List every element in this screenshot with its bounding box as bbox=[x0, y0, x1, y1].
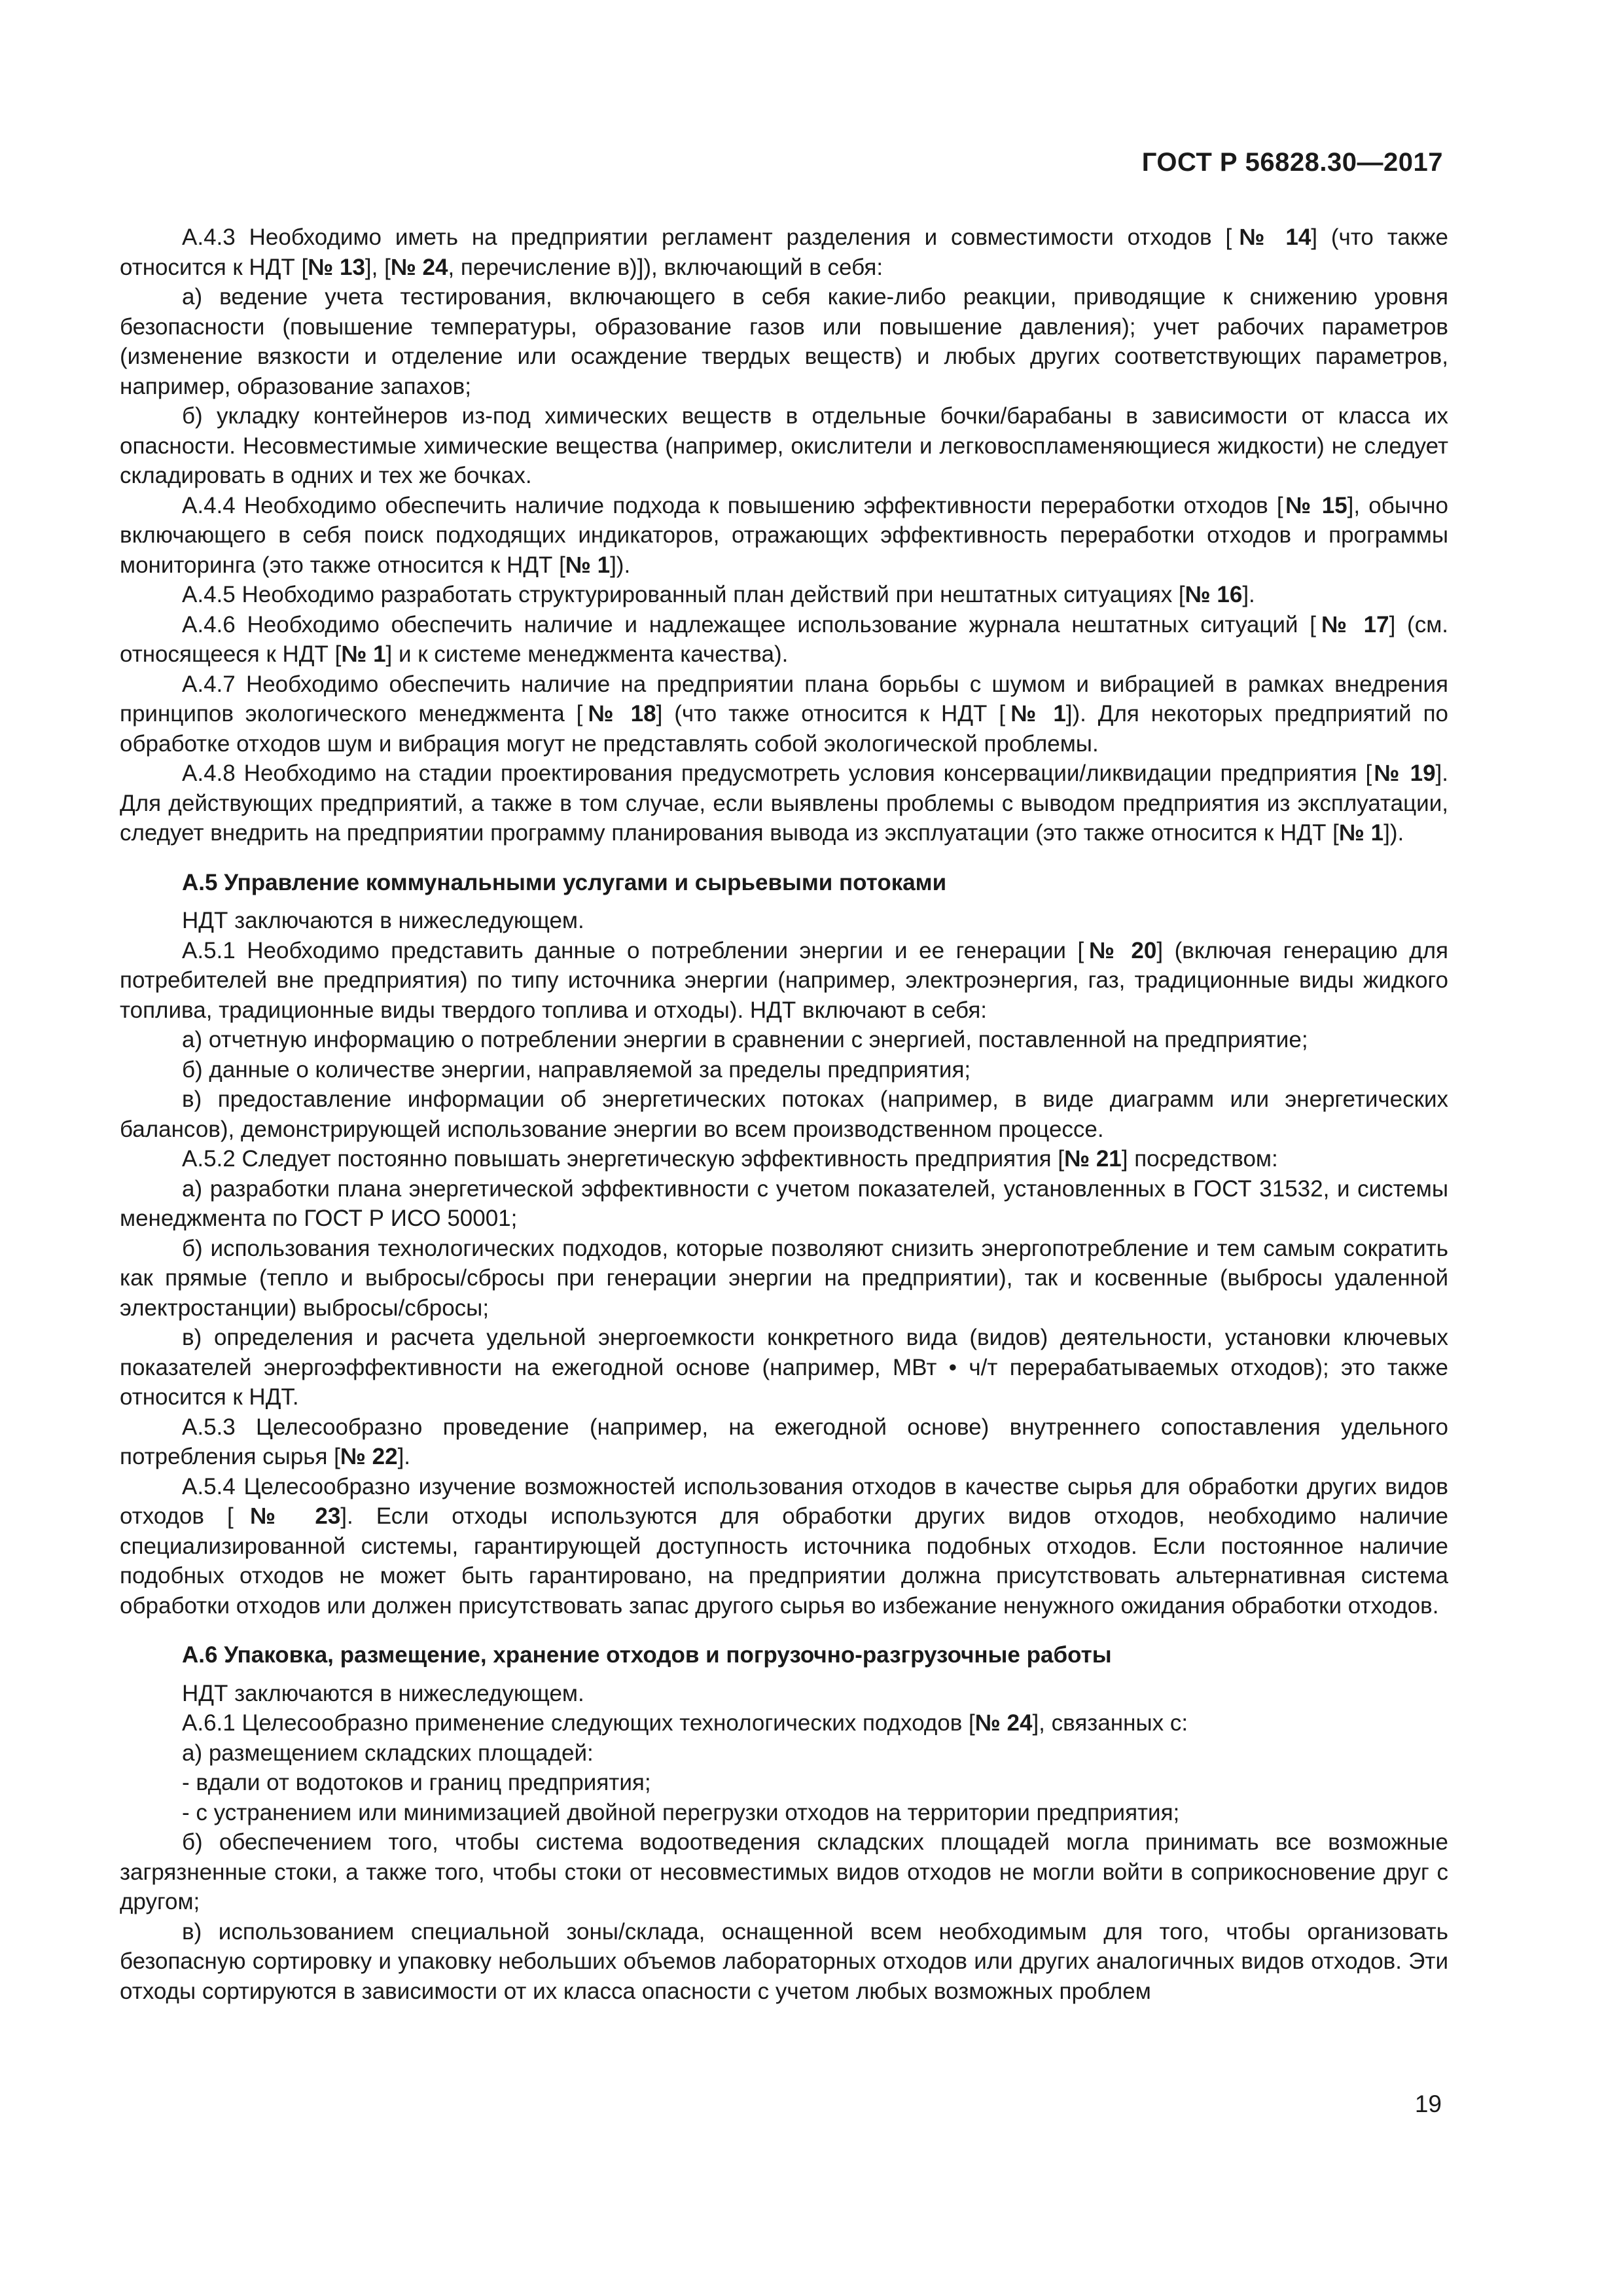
paragraph-text: ]. Если отходы используются для обработки других видов отходов, необходимо наличие специализированной системы, гарантирующей доступность источника подобных отходов. Если постоянное наличие подобных отходов не может быть гарантировано, на предприятии должна присутствовать альтернативная система обработки отходов или должен присутствовать запас другого сырья во избежание ненужного ожидания обработки отходов. bbox=[120, 1503, 1448, 1619]
reference-number: № 14 bbox=[1232, 224, 1311, 250]
paragraph-text: а) отчетную информацию о потреблении энергии в сравнении с энергией, поставленной на предприятие; bbox=[182, 1027, 1308, 1052]
reference-number: № 24 bbox=[974, 1710, 1033, 1736]
paragraph-text: ] (включая генерацию для потребителей вне предприятия) по типу источника энергии (например, электроэнергия, газ, традиционные виды жидкого топлива, традиционные виды твердого топлива и отходы). НДТ включают в себя: bbox=[120, 937, 1448, 1023]
paragraph bbox=[120, 1768, 1448, 1798]
paragraph bbox=[120, 1144, 1448, 1174]
page-number: 19 bbox=[1414, 2090, 1442, 2117]
reference-number: № 19 bbox=[1372, 761, 1436, 786]
paragraph-text: ]. bbox=[1242, 582, 1255, 607]
paragraph bbox=[120, 1798, 1448, 1828]
reference-number: № 1 bbox=[1005, 701, 1066, 726]
document-body bbox=[120, 223, 1448, 2006]
paragraph bbox=[120, 580, 1448, 610]
paragraph bbox=[120, 906, 1448, 936]
paragraph-text: ], обычно включающего в себя поиск подходящих индикаторов, отражающих эффективность переработки отходов и программы мониторинга (это также относится к НДТ [ bbox=[120, 492, 1449, 578]
paragraph-text: б) укладку контейнеров из-под химических веществ в отдельные бочки/барабаны в зависимости от класса их опасности. Несовместимые химические вещества (например, окислители и легковоспламеняющиеся жидкости) не следует складировать в одних и тех же бочках. bbox=[120, 403, 1448, 488]
paragraph-text: ] (см. относящееся к НДТ [ bbox=[120, 611, 1448, 667]
paragraph bbox=[120, 282, 1448, 401]
paragraph bbox=[120, 670, 1448, 759]
paragraph bbox=[120, 223, 1448, 282]
paragraph-text: ], связанных с: bbox=[1032, 1710, 1188, 1736]
paragraph-text: а) ведение учета тестирования, включающего в себя какие-либо реакции, приводящие к снижению уровня безопасности (повышение температуры, образование газов или повышение давления); учет рабочих параметров (изменение вязкости и отделение или осаждение твердых веществ) и любых других соответствующих параметров, например, образование запахов; bbox=[120, 284, 1448, 399]
paragraph bbox=[120, 759, 1448, 848]
paragraph-text: А.5.2 Следует постоянно повышать энергетическую эффективность предприятия [ bbox=[182, 1146, 1065, 1172]
reference-number: № 15 bbox=[1283, 492, 1347, 518]
paragraph-text: А.6 Упаковка, размещение, хранение отходов и погрузочно-разгрузочные работы bbox=[182, 1642, 1112, 1668]
paragraph-text: ], [ bbox=[365, 254, 391, 280]
paragraph-text: б) использования технологических подходов, которые позволяют снизить энергопотребление и тем самым сократить как прямые (тепло и выбросы/сбросы при генерации энергии на предприятии), так и косвенные (выбросы удаленной электростанции) выбросы/сбросы; bbox=[120, 1235, 1448, 1321]
paragraph-text: - с устранением или минимизацией двойной перегрузки отходов на территории предприятия; bbox=[182, 1799, 1180, 1825]
paragraph bbox=[120, 1412, 1448, 1472]
paragraph-text: б) обеспечением того, чтобы система водоотведения складских площадей могла принимать все возможные загрязненные стоки, а также того, чтобы стоки от несовместимых видов отходов не могли войти в соприкосновение друг с другом; bbox=[120, 1829, 1448, 1914]
paragraph bbox=[120, 1708, 1448, 1738]
paragraph bbox=[120, 1472, 1448, 1621]
paragraph-text: ]. Для действующих предприятий, а также в том случае, если выявлены проблемы с выводом предприятия из эксплуатации, следует внедрить на предприятии программу планирования вывода из эксплуатации (это также относится к НДТ [ bbox=[120, 761, 1448, 846]
paragraph-text: А.6.1 Целесообразно применение следующих технологических подходов [ bbox=[182, 1710, 975, 1736]
paragraph-text: А.4.6 Необходимо обеспечить наличие и надлежащее использование журнала нештатных ситуаций [ bbox=[182, 611, 1316, 637]
paragraph-text: А.5.1 Необходимо представить данные о потреблении энергии и ее генерации [ bbox=[182, 937, 1084, 963]
paragraph-text: А.4.4 Необходимо обеспечить наличие подхода к повышению эффективности переработки отходов [ bbox=[182, 492, 1283, 518]
paragraph bbox=[120, 1234, 1448, 1323]
paragraph-text: ]). bbox=[610, 552, 631, 578]
reference-number: № 20 bbox=[1084, 937, 1157, 963]
reference-number: № 22 bbox=[340, 1444, 398, 1469]
reference-number: № 23 bbox=[233, 1503, 341, 1529]
paragraph bbox=[120, 1827, 1448, 1917]
reference-number: № 24 bbox=[390, 254, 448, 280]
paragraph bbox=[120, 1679, 1448, 1709]
paragraph-text: А.4.7 Необходимо обеспечить наличие на предприятии плана борьбы с шумом и вибрацией в рамках внедрения принципов экологического менеджмента [ bbox=[120, 671, 1448, 726]
paragraph bbox=[120, 401, 1448, 491]
reference-number: № 21 bbox=[1064, 1146, 1122, 1172]
paragraph bbox=[120, 610, 1448, 670]
paragraph-text: НДТ заключаются в нижеследующем. bbox=[182, 908, 584, 933]
section-heading bbox=[120, 868, 1448, 898]
paragraph-text: в) предоставление информации об энергетических потоках (например, в виде диаграмм или энергетических балансов), демонстрирующей использование энергии во всем производственном процессе. bbox=[120, 1086, 1448, 1142]
paragraph bbox=[120, 936, 1448, 1026]
paragraph-text: а) разработки плана энергетической эффективности с учетом показателей, установленных в ГОСТ 31532, и системы менеджмента по ГОСТ Р ИСО 50001; bbox=[120, 1175, 1448, 1231]
paragraph-text: в) использованием специальной зоны/склада, оснащенной всем необходимым для того, чтобы организовать безопасную сортировку и упаковку небольших объемов лабораторных отходов или других аналогичных видов отходов. Эти отходы сортируются в зависимости от их класса опасности с учетом любых возможных проблем bbox=[120, 1918, 1448, 2004]
section-heading bbox=[120, 1640, 1448, 1670]
paragraph-text: А.5.3 Целесообразно проведение (например, на ежегодной основе) внутреннего сопоставления удельного потребления сырья [ bbox=[120, 1414, 1448, 1469]
paragraph bbox=[120, 1055, 1448, 1085]
reference-number: № 1 bbox=[341, 641, 386, 667]
paragraph-text: , перечисление в)]), включающий в себя: bbox=[448, 254, 883, 280]
paragraph-text: А.4.5 Необходимо разработать структурированный план действий при нештатных ситуациях [ bbox=[182, 582, 1185, 607]
paragraph-text: а) размещением складских площадей: bbox=[182, 1740, 594, 1766]
paragraph bbox=[120, 1174, 1448, 1234]
paragraph-text: - вдали от водотоков и границ предприятия; bbox=[182, 1770, 651, 1795]
document-header: ГОСТ Р 56828.30—2017 bbox=[1141, 148, 1443, 177]
paragraph-text: НДТ заключаются в нижеследующем. bbox=[182, 1680, 584, 1706]
paragraph-text: в) определения и расчета удельной энергоемкости конкретного вида (видов) деятельности, установки ключевых показателей энергоэффективности на ежегодной основе (например, МВт • ч/т перерабатываемых отходов); это также относится к НДТ. bbox=[120, 1325, 1448, 1410]
reference-number: № 13 bbox=[308, 254, 365, 280]
paragraph bbox=[120, 1085, 1448, 1144]
paragraph-text: ] (что также относится к НДТ [ bbox=[656, 701, 1006, 726]
paragraph-text: ]). bbox=[1383, 820, 1404, 846]
reference-number: № 1 bbox=[1338, 820, 1384, 846]
paragraph bbox=[120, 1025, 1448, 1055]
paragraph bbox=[120, 1323, 1448, 1412]
paragraph-text: А.5.4 Целесообразно изучение возможностей использования отходов в качестве сырья для обработки других видов отходов [ bbox=[120, 1473, 1448, 1529]
paragraph-text: ] и к системе менеджмента качества). bbox=[385, 641, 789, 667]
paragraph-text: А.4.3 Необходимо иметь на предприятии регламент разделения и совместимости отходов [ bbox=[182, 224, 1232, 250]
reference-number: № 1 bbox=[565, 552, 611, 578]
paragraph-text: ]). Для некоторых предприятий по обработке отходов шум и вибрация могут не представлять собой экологической проблемы. bbox=[120, 701, 1448, 757]
paragraph-text: ] (что также относится к НДТ [ bbox=[120, 224, 1449, 280]
reference-number: № 18 bbox=[582, 701, 656, 726]
reference-number: № 17 bbox=[1315, 611, 1389, 637]
paragraph bbox=[120, 1738, 1448, 1768]
paragraph bbox=[120, 491, 1448, 581]
paragraph bbox=[120, 1917, 1448, 2007]
paragraph-text: ] посредством: bbox=[1121, 1146, 1278, 1172]
paragraph-text: А.4.8 Необходимо на стадии проектирования предусмотреть условия консервации/ликвидации предприятия [ bbox=[182, 761, 1372, 786]
reference-number: № 16 bbox=[1185, 582, 1243, 607]
paragraph-text: б) данные о количестве энергии, направляемой за пределы предприятия; bbox=[182, 1056, 971, 1083]
paragraph-text: А.5 Управление коммунальными услугами и сырьевыми потоками bbox=[182, 869, 947, 895]
paragraph-text: ]. bbox=[397, 1444, 411, 1469]
